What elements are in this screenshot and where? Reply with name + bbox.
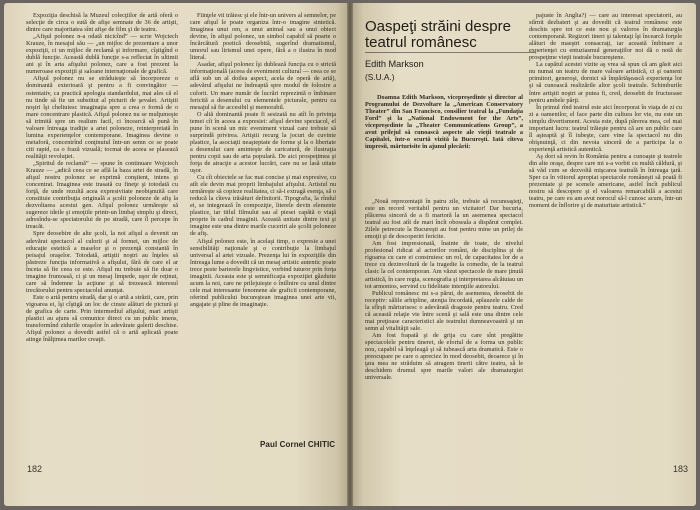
article-signature: Paul Cornel CHITIC: [260, 440, 336, 449]
article-author: Edith Markson: [365, 59, 424, 69]
paragraph: pajuste în Anglia?) — care au interesat spectatorii, au stîrnit dezbateri şi au dovedit că teatrul românesc este deschis spre tot ce este nou şi valoros în dramaturgia contemporană. Regizori tineri şi talentaţi îşi încearcă forţele alături de maeştri consacraţi, iar această îmbinare a experienţei cu entuziasmul generaţiilor noi dă o notă de prospeţime vieţii teatrale bucureştene.: [529, 12, 682, 62]
paragraph: Publicul românesc mi s-a părut, de asemenea, deosebit de receptiv: sălile arhipline, atenţia încordată, aplauzele calde de la sfîrşit mărturisesc o adevărată dragoste pentru teatru. Cred că această relaţie vie între scenă şi sală este una dintre cele mai preţioase caracteristici ale teatrului dumneavoastră şi un semn al vitalităţii sale.: [365, 289, 523, 332]
right-page: [353, 3, 696, 506]
left-page-column-1: [26, 12, 178, 438]
right-page-column-2: [529, 12, 682, 452]
paragraph: Afişul polonez este, în acelaşi timp, o expresie a unei sensibilităţi naţionale şi o contribuţie la limbajul universal al artei vizuale. Prezenţa lui în expoziţiile din întreaga lume a dovedit că un mesaj artistic autentic poate trece peste barierele lingvistice, vorbind tuturor prin forţa imaginii. Aceasta este şi semnificaţia expoziţiei găzduite acum la noi, care ne prilejuieşte o întîlnire cu unul dintre cele mai interesante fenomene ale graficii contemporane, oferind publicului bucureştean imaginea unei arte vii, angajate şi pline de imaginaţie.: [190, 237, 336, 308]
paragraph: În primul rînd teatrul este aici încorporat în viaţa de zi cu zi a oamenilor, el face parte din cultura lor vie, nu este un simplu divertisment. Acesta este, după părerea mea, cel mai important lucru: teatrul trăieşte pentru că are un public care îl aşteaptă şi îl iubeşte, care vine la spectacol nu din obişnuinţă, ci din nevoia sinceră de a participa la o experienţă artistică autentică.: [529, 103, 682, 153]
intro-paragraph: Doamna Edith Markson, vicepreşedinte şi director al Programului de Dezvoltare la „American Conservatory Theater” din San Francisco, consilier teatral la „Fundaţia Ford” şi la „National Endowment for the Arts”, vicepreşedinte la „Theater Communications Group”, a avut prilejul să cunoască aspecte ale vieţii teatrale a Capitalei, într-o scurtă vizită la Bucureşti. Iată cîteva impresii, mărturisite în ajunul plecării:: [365, 94, 523, 151]
paragraph: Cu cît obiectele se fac mai concise şi mai expresive, cu atît ele devin mai proprii limbajului afişului. Artistul nu urmăreşte să copieze realitatea, ci să-i extragă esenţa, să o reducă la cîteva trăsături definitorii. Tipografia, la rîndul ei, se integrează în compoziţie, literele devin elemente plastice, iar titlul filmului sau al piesei capătă o viaţă proprie în cadrul imaginii. Această unitate dintre text şi imagine este una dintre marile cuceriri ale şcolii poloneze de afiş.: [190, 174, 336, 238]
article-intro: [365, 94, 523, 196]
right-page-column-1: [365, 198, 523, 460]
author-country: (S.U.A.): [365, 72, 395, 82]
page-number-right: 183: [673, 464, 689, 474]
paragraph: La capătul acestei vizite aş vrea să spun că am găsit aici nu numai un teatru de mare valoare artistică, ci şi oameni primitori, generoşi, dornici să împărtăşească experienţa lor şi să cunoască realizările altor şcoli teatrale. Schimburile între artiştii noştri ar putea fi, cred, deosebit de fructuoase pentru ambele părţi.: [529, 61, 682, 104]
left-page: [4, 3, 347, 506]
book-spread: [4, 3, 696, 506]
paragraph: Afişul polonez nu se străduieşte să încorporeze o dominantă exterioară şi pentru a fi convingător — ostentativ, ca practică apologia standardului, mai ales că el nu tinde să fie un substitut al picturii de şevalet. Artiştii noştri îşi cheltuiesc imaginaţia spre a crea o formă de o mare concentrare plastică. Afişul polonez nu se mulţumeşte să trimită spre un realism facil, ci încearcă să pună în valoare întreaga tradiţie a artei poloneze, reinterpretată în lumina experienţelor contemporane. Imaginea devine o metaforă, concentrînd conţinutul într-un semn ce se poate citi rapid, ca o frază vizuală; tocmai de aceea se plasează realităţii revoluţiei.: [26, 75, 178, 160]
paragraph: Asadar, afişul polonez îşi dublează funcţia cu o strictă informaţională (aceea de eveniment cultural — ceea ce se află sub un al doilea aspect, acela de operă de artă), adevărul afişului ne îndreaptă spre modul de folosire a culorii. Un mare număr de lucrări reprezintă o îmbinare fericită a desenului cu elementele picturale, pentru ca mesajul să fie accesibil şi memorabil.: [190, 61, 336, 111]
paragraph: Expoziţia deschisă la Muzeul colecţiilor de artă oferă o selecţie de circa o sută de afişe semnate de 36 de artişti, dintre care majoritatea sînt afişe de film şi de teatru.: [26, 12, 178, 34]
title-rule: [365, 52, 535, 53]
paragraph: „Afişul polonez n-a odată nicicînd” — scrie Wojciech Krauze, în mesajul său — „un mijloc de prezentare a unor expoziţii, ci un mijloc de reclamă şi informare, cîştigînd o dublă funcţie. Această dublă funcţie s-a reflectat în ultimii ani şi în arta afişului polonez, care a fost prezent la numeroase expoziţii şi saloane internaţionale de grafică.: [26, 33, 178, 76]
paragraph: O altă dominantă poate fi sesizată nu atît în privinţa temei cît în aceea a expresiei: afişul devine spectacol, el pune în scenă un mic eveniment vizual care trebuie să surprindă privirea. Artiştii recurg la jocuri de cuvinte plastice, la asociaţii neaşteptate de forme şi la o libertate a desenului care aminteşte de caricatură, de ilustraţia pentru copii sau de arta populară. De aici prospeţimea şi forţa de atracţie a acestor lucrări, care nu se lasă uitate uşor.: [190, 110, 336, 175]
left-page-column-2: [190, 12, 336, 428]
paragraph: „Spiritul de reclamă” — spune în continuare Wojciech Krauze — „adică ceea ce se află la baza artei de stradă, în afişul nostru polonez se exprimă conştient, intens şi concentrat. Imaginea este trasată cu fineţe şi totodată cu forţă, de unde rezultă acea expresivitate neobişnuită care constituie contribuţia originală a şcolii poloneze de afiş la dezvoltarea acestui gen. Afişul polonez urmăreşte să sugereze ideile şi emoţiile printr-un limbaj simplu şi direct, adresîndu-se spectatorului de pe stradă, care îl percepe în treacăt.: [26, 159, 178, 231]
paragraph: Aş dori să revin în România pentru a cunoaşte şi teatrele din alte oraşe, despre care mi s-a vorbit cu multă căldură, şi să văd cum se dezvoltă mişcarea teatrală în întreaga ţară. Sper ca în viitorul apropiat spectacole româneşti să poată fi prezentate şi pe scenele americane, astfel încît publicul nostru să descopere şi el valoarea remarcabilă a acestui teatru, pe care eu am avut norocul să-l cunosc acum, într-un moment de înflorire şi de maturitate artistică.”: [529, 152, 682, 210]
paragraph: „Nouă reprezentaţii în patru zile, trebuie să recunoaşteţi, este un record veritabil pentru un vizitator! Dar bucuria, plăcerea sinceră de a fi martoră la un asemenea spectacol teatral au fost atît de mari încît oboseala a dispărut complet. Zilele petrecute la Bucureşti au fost pentru mine un prilej de emoţii şi de descoperiri fericite.: [365, 198, 523, 241]
page-number-left: 182: [27, 464, 43, 474]
paragraph: Am fost impresionată, înainte de toate, de nivelul profesional ridicat al actorilor români, de disciplina şi de rigoarea cu care ei construiesc un rol, de capacitatea lor de a trece cu dezinvoltură de la tragedie la comedie, de la teatrul clasic la cel contemporan. Am văzut spectacole de mare ţinută artistică, în care regia, scenografia şi interpretarea alcătuiau un tot armonios, servind cu fidelitate intenţiile autorului.: [365, 240, 523, 290]
paragraph: Este o artă pentru stradă, dar şi o artă a străzii, care, prin vigoarea ei, îşi cîştigă un loc de cinste alături de pictură şi de grafica de carte. Prin intermediul afişului, mari artişti plastici au ajuns să comunice direct cu un public imens, transformînd zidurile oraşelor în adevărate galerii deschise. Afişul polonez a dovedit astfel că o artă aplicată poate atinge înălţimea marilor creaţii.: [26, 293, 178, 344]
paragraph: Am fost frapată şi de grija cu care sînt pregătite spectacolele pentru tineret, de efortul de a forma un public nou, capabil să înţeleagă şi să iubească arta dramatică. Este o preocupare pe care o apreciez în mod deosebit, deoarece şi în ţara mea ne străduim să atragem tinerii către teatru, să le deschidem drumul spre marile valori ale dramaturgiei universale.: [365, 331, 523, 382]
paragraph: Fiinţele vii trăiesc şi ele într-un univers al semnelor, pe care afişul le poate organiza într-o imagine sintetică. Imaginea unui om, a unui animal sau a unui obiect devine, în afişul polonez, un simbol capabil să poarte o încărcătură poetică deosebită, sugerînd dramatismul, umorul sau lirismul unei opere, fără a o ilustra în mod literal.: [190, 12, 336, 62]
article-title: Oaspeţi străini despre teatrul românesc: [365, 18, 511, 51]
paragraph: Spre deosebire de alte şcoli, la noi afişul a devenit un adevărat spectacol al culorii şi al formei, un mijloc de educaţie estetică a maselor şi o prezenţă constantă în peisajul oraşelor. Totodată, artiştii noştri au înţeles să păstreze funcţia informativă a afişului, fără de care el ar înceta să fie ceea ce este. Afişul nu trebuie să fie doar o imagine frumoasă, ci şi un mesaj limpede, uşor de reţinut, care să îndemne la acţiune şi să trezească interesul trecătorului pentru spectacolul anunţat.: [26, 230, 178, 294]
